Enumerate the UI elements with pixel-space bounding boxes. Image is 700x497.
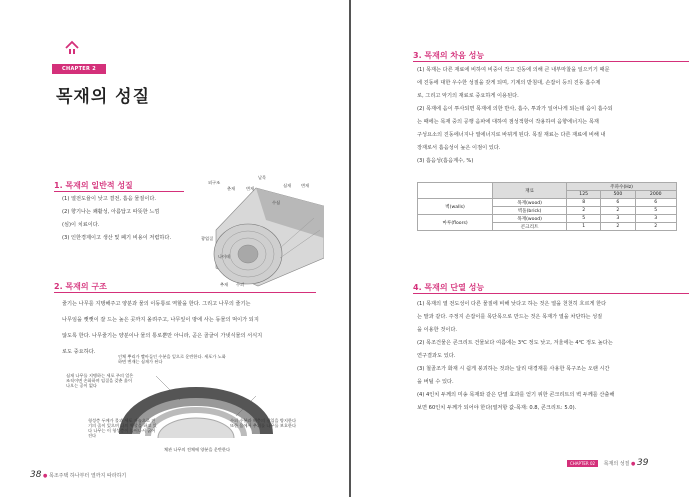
table-stub	[418, 183, 493, 199]
table-cell: 6	[601, 199, 635, 207]
bullet-icon: ●	[631, 461, 636, 467]
left-page	[0, 0, 349, 497]
table-row	[418, 199, 677, 207]
section-body	[417, 64, 693, 168]
text-line: 는 말과 같다. 주정지 손잡이를 목단목으로 만드는 것은 목재가 열을 차단하는 성질	[417, 314, 603, 320]
table-cell: 벽(walls)	[418, 199, 493, 215]
figure-label: 날목	[258, 175, 267, 180]
figure-label: 추재	[220, 282, 229, 287]
table-cell: 목재(wood)	[493, 215, 567, 223]
absorption-table	[417, 182, 677, 231]
figure-label: 나이테	[218, 254, 231, 259]
text-line: 을 이용한 것이다.	[417, 327, 458, 333]
text-line: 구성요소의 진동에너지나 열에너지로 바뀌게 된다. 목질 재료는 다른 재료에 비해 내	[417, 132, 606, 138]
table-cell: 5	[567, 215, 601, 223]
section-body	[417, 298, 693, 415]
section-rule	[54, 292, 316, 293]
table-cell: 5	[635, 207, 677, 215]
table-cell: 벽돌(brick)	[493, 207, 567, 215]
figure-label: 심재	[283, 183, 292, 188]
figure-label: 변재	[301, 183, 310, 188]
page-number: 38	[30, 470, 42, 480]
page-footer	[30, 470, 126, 480]
section-body	[62, 193, 202, 245]
text-line: 나무임을 뻣뻣이 잘 드는 높은 곳까지 올려주고, 나무잎이 땅에 사는 동물의 먹이가 되지	[62, 317, 259, 323]
text-line: (3) 인한경제이고 생산 및 폐기 비용이 저렴하다.	[62, 235, 172, 241]
figure-callout: 심재 나무를 지탱하는 세포 주의 얼은 조직이면 손화하며 임질을 갖춘 흙이 나오는 공이 없다	[66, 373, 134, 388]
table-cell: 2	[567, 207, 601, 215]
page-title: 목재의 성질	[56, 87, 151, 107]
text-line: 로, 그리고 악기의 재료로 중요하게 이용된다.	[417, 93, 519, 99]
text-line: (3) 흡음성(흡음계수, %)	[417, 158, 474, 164]
text-line: 연구결과도 있다.	[417, 353, 456, 359]
table-header: 125	[567, 191, 601, 199]
section-heading: 4. 목재의 단열 성능	[413, 283, 485, 292]
text-line: (2) 목조건물은 콘크리트 건물보다 여름에는 3℃ 정도 낮고, 겨울에는 4℃ 정도 높다는	[417, 340, 613, 346]
table-cell: 목재(wood)	[493, 199, 567, 207]
footer-text: 목재의 성질	[603, 461, 630, 467]
table-cell: 콘크리트	[493, 223, 567, 231]
table-header: 500	[601, 191, 635, 199]
section-heading: 2. 목재의 구조	[54, 282, 107, 291]
text-line: 는 때에는 목재 중의 공행 음파에 대하여 점성적항이 작용하여 음향에너지는 목재	[417, 119, 599, 125]
table-cell: 3	[601, 215, 635, 223]
figure-label: 외구조	[208, 180, 221, 185]
figure-callout: 인체 뿌리가 빨아들인 수분을 잎으로 운반한다. 세포가 노화하면 변재는 심재가 된다	[118, 354, 226, 364]
table-header: 2000	[635, 191, 677, 199]
footer-text: 목조주택 하나부터 열까지 따라하기	[49, 473, 127, 479]
section-rule	[413, 61, 689, 62]
text-line: (1) 열전도율이 낮고 결전, 흡음 물질이다.	[62, 196, 157, 202]
text-line: 로도 중요하다.	[62, 349, 96, 355]
table-cell: 1	[567, 223, 601, 231]
page-number: 39	[636, 458, 649, 468]
section-body	[62, 296, 324, 360]
table-cell: 마루(floors)	[418, 215, 493, 231]
chapter-label: CHAPTER 2	[52, 64, 106, 74]
figure-callout: 수피 수분과 해충의 침입을 방지한다 또한 몸에서 추위를 나무를 보호한다	[230, 418, 297, 428]
page-footer	[567, 458, 648, 468]
section-rule	[413, 293, 689, 294]
text-line: (심)이 치료이다.	[62, 222, 100, 228]
text-line: 보면 60인치 두께가 되어야 한다(열저항 값-목재: 0.8, 콘크리트: 5.0).	[417, 405, 577, 411]
table-cell: 3	[635, 215, 677, 223]
figure-label: 변재	[246, 186, 255, 191]
section-heading: 1. 목재의 일반적 성질	[54, 181, 133, 190]
text-line: 에 진동에 대한 우수한 성질을 갖게 되며, 기계의 받침대, 손잡이 등의 진동 흡수제	[417, 80, 601, 86]
house-icon	[64, 40, 80, 56]
figure-label: 수피	[236, 282, 245, 287]
text-line: (4) 4인치 두께의 미송 목재와 같은 단열 효과를 얻기 위한 콘크리트의 벽 두께를 산출해	[417, 392, 615, 398]
text-line: (1) 목재는 다른 재료에 비하여 비중이 작고 진동에 의해 큰 내부마찰을 일으키기 때문	[417, 67, 610, 73]
text-line: (1) 목재의 열 전도성이 다른 물질에 비해 낮다고 하는 것은 열을 천천히 흐르게 한다	[417, 301, 607, 307]
figure-callout: 형성층 두께가 물과 세포 가늘으로 진기의 줄이 있으며 나의 역할을 하고 있다 나무는 이 형성층이 늘어나서 굵어진다	[88, 418, 157, 438]
table-cell: 2	[601, 207, 635, 215]
figure-label: 광업질	[201, 236, 214, 241]
right-page	[351, 0, 700, 497]
table-cell: 8	[567, 199, 601, 207]
table-cell: 2	[635, 223, 677, 231]
table-header: 재료	[493, 183, 567, 199]
table-row	[418, 215, 677, 223]
figure-label: 춘재	[227, 186, 236, 191]
bullet-icon: ●	[43, 473, 48, 479]
table-header: 주파수(Hz)	[567, 183, 677, 191]
text-line: (3) 철골조가 화재 시 쉽게 붕괴하는 것과는 달리 대경재를 사용한 목구조는 오랜 시간	[417, 366, 610, 372]
text-line: (2) 향기나는 쾌활성, 아름답고 따뜻한 느낌	[62, 209, 160, 215]
text-line: 을 버틸 수 있다.	[417, 379, 454, 385]
text-line: 장재로서 흡음성이 높은 이점이 있다.	[417, 145, 501, 151]
table-cell: 2	[601, 223, 635, 231]
table-cell: 6	[635, 199, 677, 207]
figure-callout: 체관 나무의 전체에 양분을 운반한다	[164, 447, 231, 452]
chapter-badge: CHAPTER 02	[567, 460, 598, 467]
text-line: (2) 목재에 음이 투사되면 목재에 의한 반사, 흡수, 투과가 일어나게 되는데 음이 흡수되	[417, 106, 613, 112]
figure-label: 수심	[272, 200, 281, 205]
section-rule	[54, 191, 184, 192]
text-line: 줄기는 나무를 지탱해주고 양분과 물의 이동통로 역할을 한다. 그리고 나무의 줄기는	[62, 301, 251, 307]
text-line: 않도록 한다. 나무줄기는 양분이나 물의 통로뿐만 아니라, 곧은 골굴이 가넷식물의 서식지	[62, 333, 263, 339]
section-heading: 3. 목재의 차음 성능	[413, 51, 485, 60]
